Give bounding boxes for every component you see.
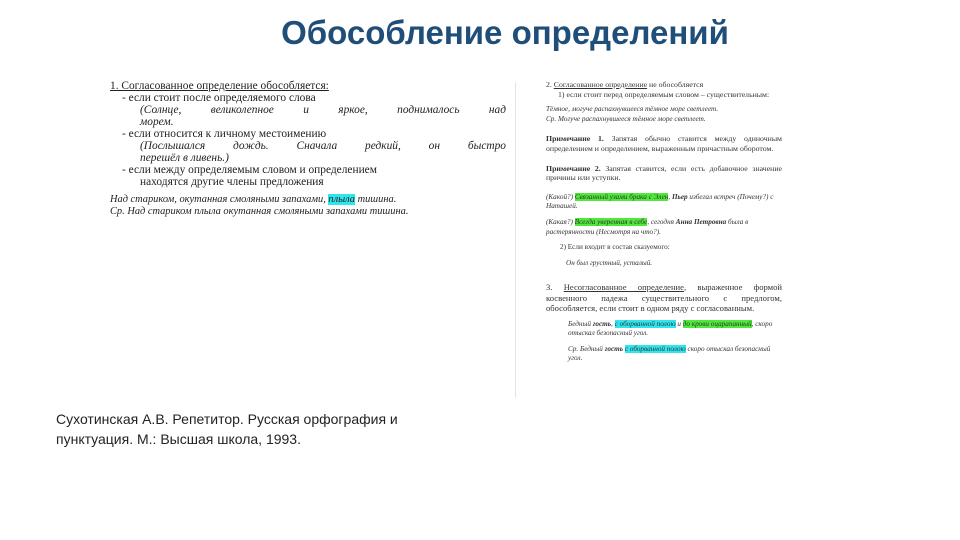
left-rule-1: - если стоит после определяемого слова	[122, 92, 316, 104]
right-note-2	[546, 164, 782, 183]
right-example-4-mid: , сегодня	[647, 217, 676, 226]
right-example-b: Ср. Могуче распахнувшееся тёмное море светлеет.	[546, 114, 706, 123]
right-example-6-highlight-2: до крови оцарапанный	[682, 319, 752, 328]
right-example-3-rest: избегал встреч (Почему?) с Наташей.	[546, 192, 774, 211]
right-heading-2	[546, 80, 782, 90]
left-example-3-after: тишина.	[355, 194, 397, 205]
right-example-7	[546, 345, 782, 364]
right-example-3-highlight: Связанный узами брака с Элен	[574, 192, 669, 201]
right-example-6-c: и	[675, 319, 683, 328]
right-example-5: Он был грустный, усталый.	[566, 258, 653, 267]
slide-title: Обособление определений	[281, 14, 729, 51]
right-heading-3-num: 3.	[546, 282, 564, 293]
right-example-7-bold: гость	[604, 344, 624, 353]
right-example-6-d: , скоро отыскал безопасный угол.	[568, 319, 773, 338]
right-example-3-pre: (Какой?)	[546, 192, 575, 201]
right-note-2-label: Примечание 2.	[546, 163, 601, 173]
right-sub-2: 2) Если входит в состав сказуемого:	[560, 243, 670, 252]
right-example-6-highlight-1: с оборванной полою	[614, 319, 676, 328]
right-sub-1: 1) если стоит перед определяемым словом – существительным:	[558, 89, 770, 99]
left-rule-3-line-2: находятся другие члены предложения	[140, 176, 324, 188]
right-heading-3-underlined: Несогласованное определение	[563, 282, 684, 293]
left-scan-excerpt	[110, 80, 506, 218]
source-caption: Сухотинская А.В. Репетитор. Русская орфография и пунктуация. М.: Высшая школа, 1993.	[56, 411, 398, 447]
right-example-6-a: Бедный	[568, 319, 593, 328]
right-example-4-highlight: Всегда уверенная в себе	[574, 217, 648, 226]
column-divider	[515, 82, 516, 398]
right-example-3-mid: ,	[668, 192, 672, 201]
left-example-1-line-1: (Солнце, великолепное и яркое, поднималось над	[140, 104, 506, 116]
left-example-3	[110, 194, 506, 206]
right-heading-3	[546, 282, 782, 313]
right-example-6	[546, 320, 782, 339]
left-heading: 1. Согласованное определение обособляется:	[110, 80, 329, 92]
left-example-1-line-2: морем.	[140, 116, 174, 128]
left-rule-3-line-1: - если между определяемым словом и определением	[122, 164, 377, 176]
left-rule-2: - если относится к личному местоимению	[122, 128, 327, 140]
right-example-4-pre: (Какая?)	[546, 217, 575, 226]
right-example-4-bold: Анна Петровна	[675, 217, 727, 226]
right-example-7-c: скоро отыскал безопасный угол.	[568, 344, 771, 363]
left-example-3-highlight: плыла	[328, 194, 356, 205]
right-example-6-b: ,	[611, 319, 615, 328]
right-heading-3-rest: , выраженное формой косвенного падежа существительного с предлогом, обособляется, если стоит в одном ряду с согласованным.	[546, 282, 783, 314]
right-example-a: Тёмное, могуче распахнувшееся тёмное море светлеет.	[546, 105, 719, 114]
right-heading-2-rest: не обособляется	[647, 80, 704, 89]
right-example-4-rest: была в растерянности (Несмотря на что?).	[546, 217, 749, 236]
right-example-7-highlight: с оборванной полою	[624, 344, 686, 353]
right-note-1	[546, 134, 782, 153]
right-example-4	[546, 218, 782, 237]
left-example-2-line-2: перешёл в ливень.)	[140, 152, 229, 164]
right-heading-2-num: 2.	[546, 80, 554, 89]
right-scan-excerpt	[546, 80, 782, 398]
right-note-1-label: Примечание 1.	[546, 134, 604, 144]
right-note-1-text: Запятая обычно ставится между одиночным определением и определением, выраженным причастным оборотом.	[546, 134, 782, 153]
right-example-3-bold: Пьер	[671, 192, 688, 201]
right-heading-2-underlined: Согласованное определение	[553, 80, 648, 89]
left-example-4: Ср. Над стариком плыла окутанная смоляными запахами тишина.	[110, 206, 409, 217]
right-example-6-bold: гость	[592, 319, 612, 328]
right-note-2-text: Запятая ставится, если есть добавочное значение причины или уступки.	[546, 163, 782, 183]
left-example-2-line-1: (Послышался дождь. Сначала редкий, он быстро	[140, 140, 506, 152]
left-example-3-before: Над стариком, окутанная смоляными запахами,	[110, 194, 329, 205]
right-example-7-a: Ср. Бедный	[568, 344, 605, 353]
right-example-3	[546, 193, 782, 212]
